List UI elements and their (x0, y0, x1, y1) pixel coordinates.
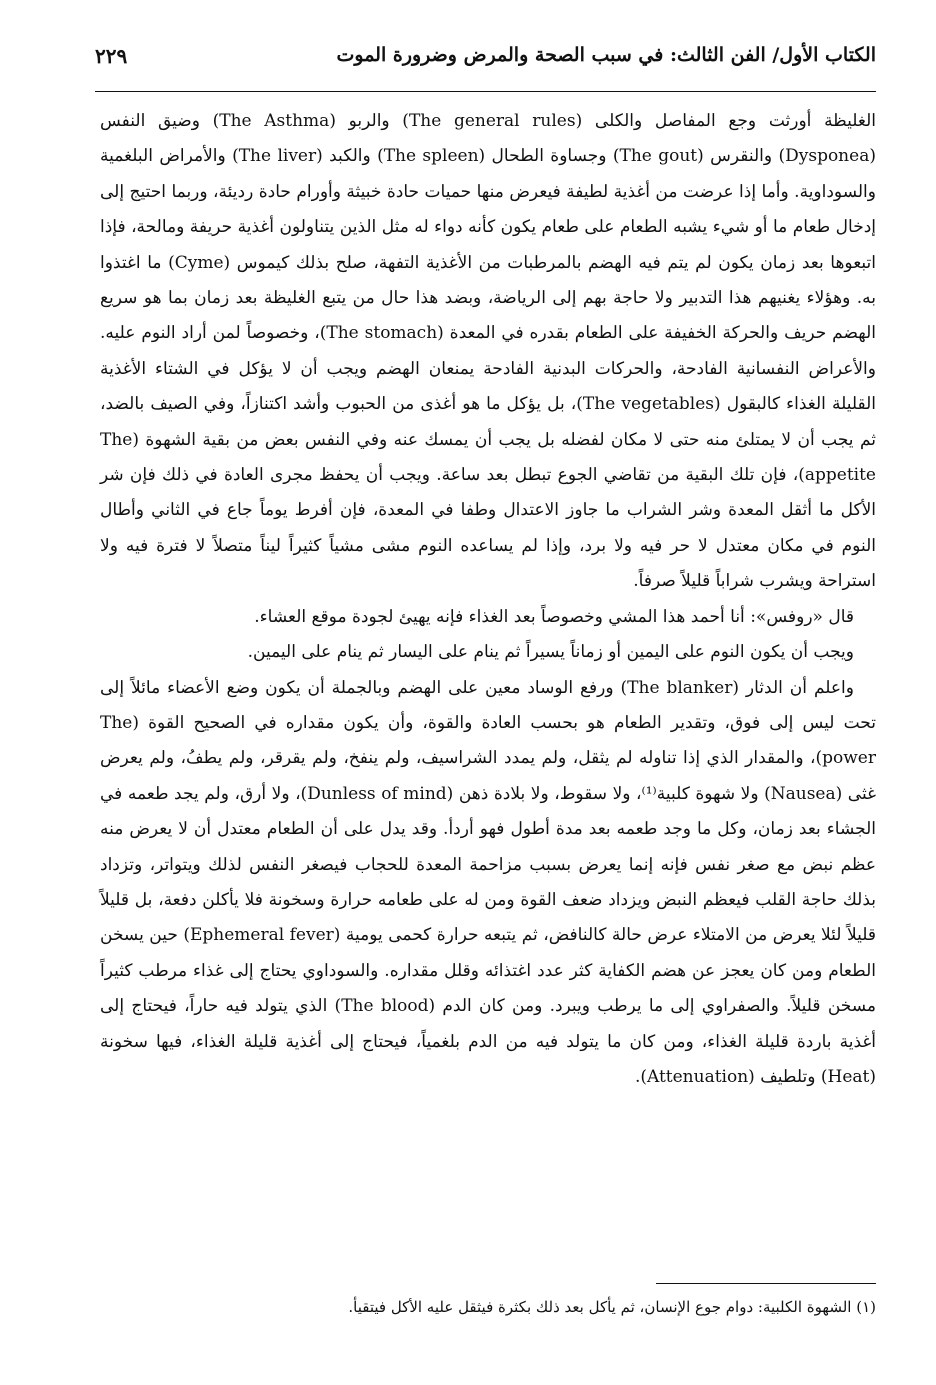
header-rule (95, 91, 876, 92)
running-title: الكتاب الأول/ الفن الثالث: في سبب الصحة والمرض وضرورة الموت (336, 44, 876, 66)
page-header (95, 42, 876, 92)
body-text (100, 104, 876, 1095)
paragraph-blanket-and-food: واعلم أن الدثار (The blanker) ورفع الوساد معين على الهضم وبالجملة أن يكون وضع الأعضاء مائلاً إلى تحت ليس إلى فوق، وتقدير الطعام هو بحسب العادة والقوة، وأن يكون مقداره في الصحيح القوة (The power)، والمقدار الذي إذا تناوله لم يثقل، ولم يمدد الشراسيف، ولم ينفخ، ولم يقرقر، ولم يطفُ، ولم يعرض غثى (Nausea) ولا شهوة كلبية⁽¹⁾، ولا سقوط، ولا بلادة ذهن (Dunless of mind)، ولا أرق، ولم يجد طعمه في الجشاء بعد زمان، وكل ما وجد طعمه بعد مدة أطول فهو أردأ. وقد يدل على أن الطعام معتدل أن لا يعرض منه عظم نبض مع صغر نفس فإنه إنما يعرض بسبب مزاحمة المعدة للحجاب فيصغر النفس لذلك ويتواتر، وتزداد بذلك حاجة القلب فيعظم النبض ويزداد ضعف القوة ومن له على طعامه حرارة وسخونة فلا يأكلن دفعة، بل قليلاً قليلاً لئلا يعرض من الامتلاء عرض حالة كالنافض، ثم يتبعه حرارة كحمى يومية (Ephemeral fever) حين يسخن الطعام ومن كان يعجز عن هضم الكفاية كثر عدد اغتذائه وقلل مقداره. والسوداوي يحتاج إلى غذاء مرطب كثيراً مسخن قليلاً. والصفراوي إلى ما يرطب ويبرد. ومن كان الدم (The blood) الذي يتولد فيه حاراً، فيحتاج إلى أغذية باردة قليلة الغذاء، ومن كان ما يتولد فيه من الدم بلغمياً، فيحتاج إلى أغذية قليلة الغذاء، فيها سخونة (Heat) وتلطيف (Attenuation). (100, 677, 877, 1087)
footnote-rule (656, 1283, 876, 1284)
paragraph-sleep-position: ويجب أن يكون النوم على اليمين أو زماناً يسيراً ثم ينام على اليسار ثم ينام على اليمين. (247, 642, 854, 663)
paragraph-rufus-quote: قال «روفس»: أنا أحمد هذا المشي وخصوصاً بعد الغذاء فإنه يهيئ لجودة موقع العشاء. (254, 606, 854, 627)
page-number: ٢٢٩ (95, 44, 128, 68)
paragraph-continuation: الغليظة أورثت وجع المفاصل والكلى (The general rules) والربو (The Asthma) وضيق النفس (Dysponea) والنقرس (The gout) وجساوة الطحال (The spleen) والكبد (The liver) والأمراض البلغمية والسوداوية. وأما إذا عرضت من أغذية لطيفة فيعرض منها حميات حادة خبيثة وأورام حادة رديئة، وربما احتيج إلى إدخال طعام ما أو شيء يشبه الطعام على طعام يكون كأنه دواء له مثل الذين يتناولون أغذية حريفة ومالحة، فإذا اتبعوها بعد زمان يكون لم يتم فيه الهضم بالمرطبات من الأغذية التفهة، صلح بذلك كيموس (Cyme) ما اغتذوا به. وهؤلاء يغنيهم هذا التدبير ولا حاجة بهم إلى الرياضة، وبضد هذا حال من يتبع الغليظة بعد زمان بما هو سريع الهضم حريف والحركة الخفيفة على الطعام بقدره في المعدة (The stomach)، وخصوصاً لمن أراد النوم عليه. والأعراض النفسانية الفادحة، والحركات البدنية الفادحة يمنعان الهضم ويجب أن لا يؤكل في الشتاء الأغذية القليلة الغذاء كالبقول (The vegetables)، بل يؤكل ما هو أغذى من الحبوب وأشد اكتنازاً، وفي الصيف بالضد، ثم يجب أن لا يمتلئ منه حتى لا مكان لفضله بل يجب أن يمسك عنه وفي النفس بعض من بقية الشهوة (The appetite)، فإن تلك البقية من تقاضي الجوع تبطل بعد ساعة. ويجب أن يحفظ مجرى العادة في ذلك فإن شر الأكل ما أثقل المعدة وشر الشراب ما جاوز الاعتدال وطفا في المعدة، فإن أفرط يوماً جاع في الثاني وأطال النوم في مكان معتدل لا حر فيه ولا برد، وإذا لم يساعده النوم مشى مشياً كثيراً ليناً متصلاً لا فترة فيه ولا استراحة ويشرب شراباً قليلاً صرفاً. (100, 111, 877, 592)
footnote: (١) الشهوة الكلبية: دوام جوع الإنسان، ثم يأكل بعد ذلك بكثرة فيثقل عليه الأكل فيتقيأ. (348, 1298, 876, 1316)
